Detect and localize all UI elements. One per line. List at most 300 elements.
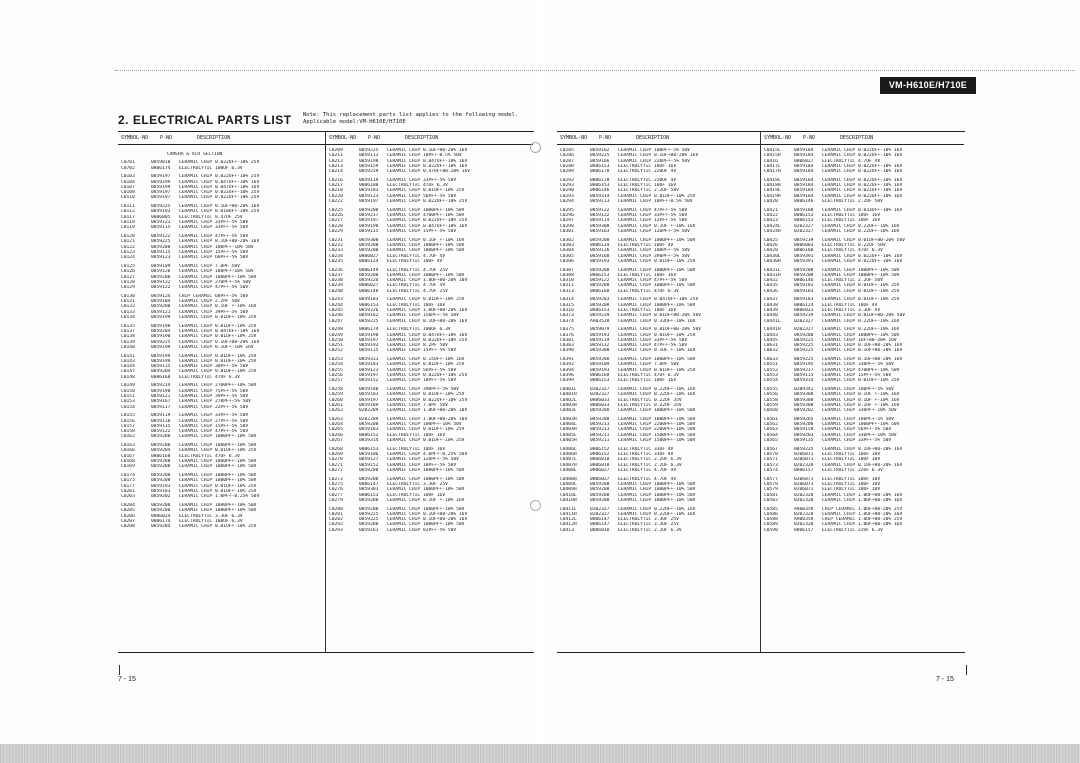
description: CERAMIC CHIP 4.0PF+-0.25% 50V xyxy=(387,452,468,458)
part-no: 0859208 xyxy=(590,283,610,289)
part-no: 0859208 xyxy=(359,497,379,503)
part-no: 0206071 xyxy=(794,487,814,493)
description: CERAMIC CHIP 0.1UF +-10% 16V xyxy=(387,497,465,503)
description: CERAMIC CHIP 15PF+-5% 50V xyxy=(387,228,457,234)
note-line-1: Note: This replacement parts list applies to the following model. xyxy=(303,112,519,118)
symbol-no: C0237 xyxy=(329,272,343,278)
part-no: 0859121 xyxy=(151,220,171,226)
symbol-no: C0298 xyxy=(560,223,574,229)
symbol-no: C0423 xyxy=(764,218,778,224)
symbol-no: C0570 xyxy=(764,452,778,458)
description: CERAMIC CHIP 7.0PF 50V xyxy=(179,263,240,269)
part-no: 0859162 xyxy=(590,148,610,153)
symbol-no: C0282 xyxy=(329,517,343,523)
part-no: 0859114 xyxy=(590,218,610,224)
description: CERAMIC CHIP 1.0PF+-0.25% 50V xyxy=(179,494,260,500)
symbol-no: C0586 xyxy=(764,511,778,517)
description: CERAMIC CHIP 39PF+-5% 50V xyxy=(179,309,249,315)
part-no: 0859208 xyxy=(359,476,379,482)
description: CERAMIC CHIP 0.1UF+80-20% 16V xyxy=(179,239,260,245)
part-no: 0859208 xyxy=(794,422,814,428)
part-no: 0859115 xyxy=(794,373,814,379)
symbol-no: C0262 xyxy=(329,408,343,414)
symbol-no: C0590 xyxy=(764,527,778,533)
part-no: 0859208 xyxy=(151,274,171,280)
part-no: 0806018 xyxy=(590,462,610,468)
symbol-no: C0286 xyxy=(560,153,574,159)
part-no: 0859122 xyxy=(151,285,171,291)
part-no: 0859208 xyxy=(151,443,171,449)
symbol-no: C0562 xyxy=(764,422,778,428)
symbol-no: C0373 xyxy=(560,313,574,319)
part-no: 0859159 xyxy=(359,163,379,169)
part-no: 0859208 xyxy=(151,464,171,470)
description: ELECTROLYTIC 220UF 4V xyxy=(618,177,677,183)
description: CERAMIC CHIP 1000PF+-10% 50V xyxy=(618,283,696,289)
description: CERAMIC CHIP 0.022UF+-10% 25V xyxy=(179,160,260,166)
description: CERAMIC CHIP 0.1UF +-10% 16V xyxy=(822,402,900,408)
description: CERAMIC CHIP 1.0UF+80-20% 10V xyxy=(387,416,468,422)
symbol-no: C0154 xyxy=(121,404,135,410)
description: ELECTROLYTIC 2.2UF 6.3V xyxy=(618,462,682,468)
part-no: 0806027 xyxy=(794,158,814,164)
description: ELECTROLYTIC 2.2UF 50V xyxy=(618,188,679,194)
header-desc: DESCRIPTION xyxy=(197,135,231,141)
part-no: 0859162 xyxy=(359,313,379,319)
part-no: 0806152 xyxy=(590,452,610,458)
symbol-no: C0129 xyxy=(121,285,135,291)
symbol-no: C0174 xyxy=(121,473,135,479)
symbol-no: C0310 xyxy=(560,278,574,284)
part-no: 0859208 xyxy=(590,357,610,363)
description: ELECTROLYTIC 47UF 6.3V xyxy=(179,453,240,459)
description: CERAMIC CHIP 0.01UF+-10% 25V xyxy=(387,297,465,303)
symbol-no: C0158 xyxy=(121,429,135,435)
symbol-no: C0235 xyxy=(329,258,343,264)
symbol-no: C0236 xyxy=(329,267,343,273)
symbol-no: C0439 xyxy=(764,307,778,313)
header-symbol: SYMBOL-NO xyxy=(764,135,792,141)
part-no: 0859208 xyxy=(590,497,610,503)
part-no: 0859109 xyxy=(151,263,171,269)
part-no: 0806018 xyxy=(590,527,610,533)
description: CERAMIC CHIP 1.0UF+80-20% 10V xyxy=(387,408,468,414)
part-no: 0859208 xyxy=(359,272,379,278)
description: CERAMIC CHIP 0.01UF+80-20% 50V xyxy=(618,327,701,333)
symbol-no: C0556 xyxy=(764,392,778,398)
symbol-no: C0131 xyxy=(121,299,135,305)
description: CHIP CERAMIC 1.0UF+80-20% 25V xyxy=(822,517,903,523)
symbol-no: C0424L xyxy=(764,223,781,229)
part-no: 0859301 xyxy=(359,487,379,493)
part-no: 0859208 xyxy=(590,487,610,493)
symbol-no: C0279 xyxy=(329,497,343,503)
description: CERAMIC CHIP 1000PF+-10% 50V xyxy=(387,207,465,213)
part-no: 0859208 xyxy=(151,508,171,514)
description: CERAMIC CHIP 0.01UF+-10% 25V xyxy=(618,258,696,264)
symbol-no: C0104 xyxy=(121,179,135,185)
description: CERAMIC CHIP 1000PF+-10% 50V xyxy=(179,464,257,470)
description: CERAMIC CHIP 1000PF+-10% 50V xyxy=(179,274,257,280)
description: ELECTROLYTIC 47UF 6.3V xyxy=(618,373,679,379)
symbol-no: C0292 xyxy=(560,177,574,183)
description: CERAMIC CHIP 0.1UF+-10% 16V xyxy=(179,344,254,350)
description: CERAMIC CHIP 270PF+-5% 50V xyxy=(179,399,251,405)
part-no: 0859208 xyxy=(359,522,379,528)
description: CERAMIC CHIP 0.1UF +-10% 16V xyxy=(822,392,900,398)
description: CERAMIC CHIP 1.0UF+80-20% 16V xyxy=(822,497,903,503)
symbol-no: C0138 xyxy=(121,334,135,340)
crop-mark-left xyxy=(119,665,120,675)
symbol-no: C0252 xyxy=(329,348,343,354)
symbol-no: C0287 xyxy=(560,158,574,164)
part-no: 0859311 xyxy=(359,357,379,363)
part-no: 0859208 xyxy=(151,304,171,310)
part-no: 0859217 xyxy=(359,213,379,219)
part-no: 0859208 xyxy=(359,506,379,512)
table-row xyxy=(764,528,964,533)
part-no: 0859199 xyxy=(151,353,171,359)
part-no: 0859115 xyxy=(359,348,379,354)
symbol-no: C0216 xyxy=(329,177,343,183)
symbol-no: C0418L xyxy=(764,177,781,183)
symbol-no: C0130 xyxy=(121,293,135,299)
part-no: 0859204 xyxy=(151,369,171,375)
symbol-no: C0585 xyxy=(764,506,778,512)
scan-edge-band xyxy=(0,744,1080,763)
part-no: 0859225 xyxy=(794,337,814,343)
part-no: 0859204 xyxy=(151,448,171,454)
description: CERAMIC CHIP 0.022UF+-10% 16V xyxy=(822,177,903,183)
description: CERAMIC CHIP 10PF+-0.5% 50V xyxy=(618,199,693,205)
symbol-no: C0207 xyxy=(121,518,135,524)
symbol-no: C0123 xyxy=(121,249,135,255)
symbol-no: C0128 xyxy=(121,279,135,285)
part-no: 0859208 xyxy=(590,302,610,308)
symbol-no: C0266 xyxy=(329,432,343,438)
part-no: 0206071 xyxy=(794,476,814,482)
part-no: 0206071 xyxy=(794,457,814,463)
symbol-no: C0425 xyxy=(764,237,778,243)
part-no: 0859183 xyxy=(359,362,379,368)
part-no: 0859225 xyxy=(794,348,814,354)
symbol-no: C0401L xyxy=(560,387,577,392)
description: ELECTROLYTIC 3.3UF 25V xyxy=(618,517,679,523)
part-no: 0859225 xyxy=(590,153,610,159)
description: CERAMIC CHIP 33PF+-5% 50V xyxy=(179,225,249,231)
part-no: 0859183 xyxy=(794,297,814,303)
symbol-no: C0111 xyxy=(121,204,135,210)
part-no: 0859161 xyxy=(359,527,379,533)
part-no: 0859183 xyxy=(794,288,814,294)
part-no: 0859106 xyxy=(359,452,379,458)
part-no: 0806146 xyxy=(794,278,814,284)
description: CERAMIC CHIP 1.0UF+80-20% 16V xyxy=(822,511,903,517)
part-no: 0859193 xyxy=(590,258,610,264)
symbol-no: C0141 xyxy=(121,353,135,359)
symbol-no: C0204 xyxy=(121,502,135,508)
description: ELECTROLYTIC 22UF 6.3V xyxy=(822,467,883,473)
part-no: 0859124 xyxy=(151,293,171,299)
description: CERAMIC CHIP 0.01UF+80-20% 50V xyxy=(822,237,905,243)
part-no: 0806027 xyxy=(590,467,610,473)
description: CERAMIC CHIP 7.0PF 50V xyxy=(387,402,448,408)
part-no: 0806153 xyxy=(590,307,610,313)
description: CERAMIC CHIP 0.22UF+-10% 16V xyxy=(618,506,696,512)
description: CERAMIC CHIP 1000PF+-10% 50V xyxy=(618,487,696,493)
part-no: 0806153 xyxy=(359,302,379,308)
description: ELECTROLYTIC 4.7UF 4V xyxy=(618,476,677,482)
part-no: 0806018 xyxy=(590,457,610,463)
description: CERAMIC CHIP 47PF+-5% 50V xyxy=(179,285,249,291)
description: CERAMIC CHIP 47PF+-5% 50V xyxy=(179,234,249,240)
description: ELECTROLYTIC 47UF 6.3V xyxy=(179,374,240,380)
description: ELECTROLYTIC 3.3UF 25V xyxy=(618,522,679,528)
part-no: 0806023 xyxy=(794,307,814,313)
symbol-no: C0422 xyxy=(764,213,778,219)
description: CERAMIC CHIP 0.022UF+-10% 16V xyxy=(822,148,903,153)
description: CERAMIC CHIP 1000PF+-10% 50V xyxy=(618,492,696,498)
part-no: 0202327 xyxy=(794,228,814,234)
part-no: 0859127 xyxy=(359,457,379,463)
description: ELECTROLYTIC 0.22UF 35V xyxy=(618,397,682,403)
part-no: 0806148 xyxy=(359,288,379,294)
description: CERAMIC CHIP 0.01UF+-10% 25V xyxy=(822,378,900,384)
description: CERAMIC CHIP 0.1UF+80-20% 16V xyxy=(822,343,903,349)
description: CERAMIC CHIP 1000PF+-10% 50V xyxy=(387,476,465,482)
description: ELECTROLYTIC 47UF 6.3V xyxy=(387,183,448,189)
parts-column-2 xyxy=(326,132,533,652)
description: CERAMIC CHIP 12PF+-5% 50V xyxy=(618,218,688,224)
header-part: P-NO xyxy=(803,135,816,141)
symbol-no: C0588 xyxy=(764,517,778,523)
part-no: 0806174 xyxy=(359,327,379,333)
description: ELECTROLYTIC 10UF 10V xyxy=(822,452,881,458)
description: ELECTROLYTIC 3.3UF 25V xyxy=(387,481,448,487)
symbol-no: C0168 xyxy=(121,459,135,465)
description: CERAMIC CHIP 0.1UF +-10% 16V xyxy=(618,348,696,354)
page-number-left: 7 - 15 xyxy=(118,676,136,683)
symbol-no: C0412H xyxy=(560,522,577,528)
description: CERAMIC CHIP 0.1UF+80-20% 16V xyxy=(387,517,468,523)
symbol-no: C0295 xyxy=(560,207,574,213)
description: ELECTROLYTIC 3.3UF 6.3V xyxy=(179,513,243,519)
part-no: 0859239 xyxy=(590,313,610,319)
part-no: 0859197 xyxy=(151,174,171,180)
symbol-no: C0139 xyxy=(121,339,135,345)
symbol-no: C0117 xyxy=(121,214,135,220)
symbol-no: C0125 xyxy=(121,263,135,269)
symbol-no: C0163 xyxy=(121,443,135,449)
part-no: 0859208 xyxy=(590,492,610,498)
symbol-no: C0421 xyxy=(764,207,778,213)
description: CERAMIC CHIP 0.15UF+-10% 16V xyxy=(387,357,465,363)
part-no: 0859183 xyxy=(359,188,379,194)
description: CERAMIC CHIP 0.22UF+-10% 16V xyxy=(822,327,900,333)
description: CERAMIC CHIP 120PF+-5% 50V xyxy=(618,228,690,234)
section-heading: CAMERA & VCR SECTION xyxy=(167,152,223,157)
part-no: 0859183 xyxy=(359,392,379,398)
description: CERAMIC CHIP 15PF+-5% 50V xyxy=(179,249,249,255)
symbol-no: C0396 xyxy=(560,373,574,379)
description: CERAMIC CHIP 1000PF+-10% 50V xyxy=(179,434,257,440)
symbol-no: C0220 xyxy=(329,193,343,199)
symbol-no: C0431L xyxy=(764,267,781,273)
description: CERAMIC CHIP 0.047UF+-10% 16V xyxy=(179,328,260,334)
symbol-no: C0253 xyxy=(329,357,343,363)
symbol-no: C0551 xyxy=(764,362,778,368)
part-no: 0859225 xyxy=(151,239,171,245)
description: CERAMIC CHIP 0.022UF+-10% 25V xyxy=(387,397,468,403)
parts-rows xyxy=(557,145,760,533)
description: CERAMIC CHIP 0.1UF +-10% 16V xyxy=(822,397,900,403)
symbol-no: C0314 xyxy=(560,297,574,303)
part-no: 0859193 xyxy=(359,343,379,349)
description: CERAMIC CHIP 0.047UF+-10% 16V xyxy=(387,158,468,164)
part-no: 0206071 xyxy=(794,452,814,458)
part-no: 0859117 xyxy=(151,404,171,410)
symbol-no: C0289 xyxy=(560,169,574,175)
part-no: 0859188 xyxy=(794,207,814,213)
description: CERAMIC CHIP 1000PF+-10% 50V xyxy=(618,416,696,422)
description: CERAMIC CHIP 100PF+-10% 50V xyxy=(179,244,254,250)
part-no: 0859226 xyxy=(359,278,379,284)
description: CERAMIC CHIP 180PF+-10% 50V xyxy=(179,269,254,275)
part-no: 0202327 xyxy=(590,392,610,398)
symbol-no: C0254 xyxy=(329,362,343,368)
part-no: 0859198 xyxy=(151,323,171,329)
symbol-no: C0294 xyxy=(560,199,574,205)
symbol-no: C0118 xyxy=(121,220,135,226)
description: CERAMIC CHIP 150PF+-5% 50V xyxy=(387,313,459,319)
symbol-no: C0394 xyxy=(560,367,574,373)
symbol-no: C0297 xyxy=(560,218,574,224)
symbol-no: C0157 xyxy=(121,423,135,429)
part-no: 0859122 xyxy=(590,207,610,213)
symbol-no: C0404L xyxy=(560,422,577,428)
part-no: 0806147 xyxy=(590,522,610,528)
part-no: 0859314 xyxy=(590,193,610,199)
part-no: 0859225 xyxy=(359,517,379,523)
symbol-no: C0203 xyxy=(121,494,135,500)
symbol-no: C0147 xyxy=(121,369,135,375)
description: CERAMIC CHIP 0.047UF+-10% 16V xyxy=(387,223,468,229)
description: CERAMIC CHIP 100PF+-10% 50V xyxy=(387,422,462,428)
description: ELECTROLYTIC 10UF 10V xyxy=(822,487,881,493)
description: ELECTROLYTIC 2.2UF 50V xyxy=(822,278,883,284)
description: CERAMIC CHIP 0.1UF+80-20% 16V xyxy=(387,148,468,153)
symbol-no: C0374 xyxy=(560,318,574,324)
description: CERAMIC CHIP 0.022UF+-10% 16V xyxy=(822,163,903,169)
description: CERAMIC CHIP 1000PF+-10% 50V xyxy=(822,422,900,428)
symbol-no: C0432 xyxy=(764,278,778,284)
part-no: 0806168 xyxy=(151,374,171,380)
part-no: 0859208 xyxy=(359,207,379,213)
symbol-no: C0311 xyxy=(560,283,574,289)
part-no: 0859818 xyxy=(151,160,171,166)
part-no: 0806168 xyxy=(590,373,610,379)
description: CERAMIC CHIP 0.22UF+-10% 16V xyxy=(618,387,696,392)
part-no: 0859180 xyxy=(359,387,379,392)
description: ELECTROLYTIC 0.22UF 50V xyxy=(822,242,886,248)
symbol-no: C0302 xyxy=(560,237,574,243)
part-no: 0859152 xyxy=(359,462,379,468)
description: ELECTROLYTIC 2.2UF 50V xyxy=(822,199,883,205)
description: CERAMIC CHIP 0.1UF+80-20% 16V xyxy=(618,153,699,159)
symbol-no: C0126 xyxy=(121,269,135,275)
part-no: 0202289 xyxy=(359,416,379,422)
symbol-no: C0132 xyxy=(121,304,135,310)
symbol-no: C0412L xyxy=(560,517,577,523)
part-no: 0202327 xyxy=(794,223,814,229)
symbol-no: C0316 xyxy=(560,307,574,313)
part-no: 0859208 xyxy=(151,502,171,508)
description: CERAMIC CHIP 1000PF+-10% 50V xyxy=(179,478,257,484)
symbol-no: C0631 xyxy=(764,343,778,349)
description: CERAMIC CHIP 0.01UF+80-20% 50V xyxy=(618,313,701,319)
symbol-no: C0436 xyxy=(764,288,778,294)
description: CERAMIC CHIP 0.022UF+-10% 25V xyxy=(179,195,260,201)
part-no: 0859208 xyxy=(590,408,610,414)
symbol-no: C0247 xyxy=(329,318,343,324)
part-no: 0806027 xyxy=(359,253,379,259)
symbol-no: C0376 xyxy=(560,332,574,338)
symbol-no: C0424H xyxy=(764,228,781,234)
description: CERAMIC CHIP 1.0UF+80-20% 16V xyxy=(387,307,468,313)
description: CERAMIC CHIP 0.022UF+-10% 16V xyxy=(822,258,903,264)
part-no: 0859308 xyxy=(359,237,379,243)
description: CERAMIC CHIP 75PF+-5% 50V xyxy=(179,388,249,394)
part-no: 0859197 xyxy=(359,199,379,205)
part-no: 0806027 xyxy=(590,476,610,482)
parts-rows xyxy=(326,145,533,533)
description: CERAMIC CHIP 1000PF+-10% 50V xyxy=(822,267,900,273)
symbol-no: C0226 xyxy=(329,213,343,219)
description: ELECTROLYTIC 100UF 6.3V xyxy=(179,165,243,171)
part-no: 0859163 xyxy=(590,228,610,234)
symbol-no: C0701 xyxy=(121,160,135,166)
part-no: 0202327 xyxy=(590,511,610,517)
part-no: 0806147 xyxy=(359,481,379,487)
part-no: 0859208 xyxy=(794,272,814,278)
part-no: 0859208 xyxy=(151,478,171,484)
symbol-no: C0307 xyxy=(560,267,574,273)
symbol-no: C0143 xyxy=(121,358,135,364)
description: ELECTROLYTIC 220UF 4V xyxy=(618,169,677,175)
description: CERAMIC CHIP 0.22UF+-10% 16V xyxy=(822,223,900,229)
symbol-no: C0110 xyxy=(121,195,135,201)
description: CERAMIC CHIP 0.01UF+-10% 25V xyxy=(387,438,465,444)
description: ELECTROLYTIC 10UF 16V xyxy=(618,307,677,313)
symbol-no: C0293 xyxy=(560,193,574,199)
part-no: 0859115 xyxy=(151,249,171,255)
part-no: 0806152 xyxy=(359,432,379,438)
part-no: 0859308 xyxy=(794,397,814,403)
description: CERAMIC CHIP 0.1UF+80-20% 16V xyxy=(387,511,468,517)
description: CERAMIC CHIP 0.022UF+-10% 25V xyxy=(387,373,468,379)
parts-column-4 xyxy=(761,132,964,652)
part-no: 0859195 xyxy=(794,362,814,368)
description: CERAMIC CHIP 82PF+-5% 50V xyxy=(387,527,457,533)
part-no: 0859122 xyxy=(590,278,610,284)
parts-table-right xyxy=(557,131,965,653)
symbol-no: C0402L xyxy=(560,397,577,403)
description: CERAMIC CHIP 0.010UF+-10% 25V xyxy=(179,209,260,215)
symbol-no: C0305 xyxy=(560,253,574,259)
description: ELECTROLYTIC 47UF 6.3V xyxy=(618,288,679,294)
description: CERAMIC CHIP 33PF+-5% 50V xyxy=(179,413,249,419)
symbol-no: C0381 xyxy=(560,337,574,343)
